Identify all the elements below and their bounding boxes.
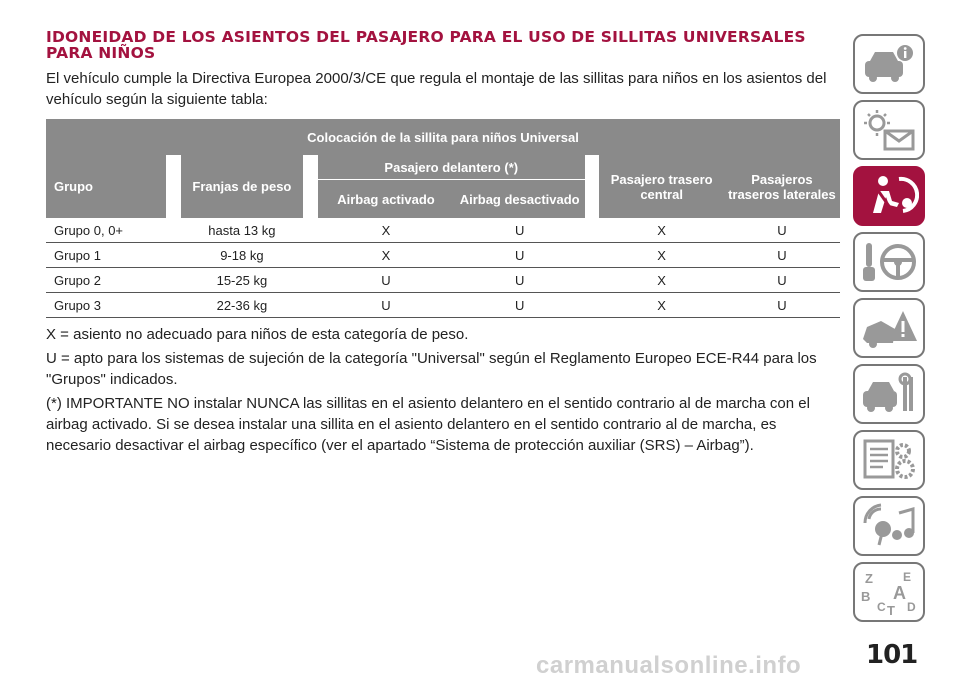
cell-airbag-on: U	[318, 268, 455, 293]
chapter-tabs	[853, 34, 933, 628]
cell-weight: hasta 13 kg	[181, 218, 303, 243]
index-letter: C	[877, 600, 886, 614]
col-header-front-passenger: Pasajero delantero (*)	[318, 155, 585, 180]
cell-rear-sides: U	[724, 243, 840, 268]
note-x-legend: X = asiento no adecuado para niños de esta categoría de peso.	[46, 326, 469, 343]
cell-airbag-on: X	[318, 218, 455, 243]
seatbelt-airbag-icon	[859, 173, 919, 219]
cell-airbag-off: U	[454, 268, 585, 293]
col-header-rear-center: Pasajero trasero central	[599, 155, 723, 218]
table-row	[46, 268, 840, 293]
index-letter: E	[903, 570, 912, 584]
multimedia-icon	[859, 503, 919, 549]
page-number: 101	[866, 640, 918, 670]
index-letter: B	[861, 589, 871, 604]
cell-rear-center: X	[599, 243, 723, 268]
child-seat-table	[46, 119, 840, 318]
index-letter: A	[893, 583, 906, 603]
col-header-group: Grupo	[46, 155, 166, 218]
cell-group: Grupo 0, 0+	[46, 218, 166, 243]
warning-lights-icon	[859, 107, 919, 153]
col-header-rear-sides: Pasajeros traseros laterales	[724, 155, 840, 218]
cell-rear-center: X	[599, 293, 723, 318]
cell-airbag-on: X	[318, 243, 455, 268]
table-row	[46, 243, 840, 268]
col-header-airbag-on: Airbag activado	[318, 180, 455, 219]
index-letter: T	[887, 603, 895, 615]
alphabetical-index-icon	[859, 569, 919, 615]
cell-weight: 15-25 kg	[181, 268, 303, 293]
car-tools-icon	[859, 371, 919, 417]
cell-rear-sides: U	[724, 218, 840, 243]
tab-index[interactable]	[853, 562, 925, 622]
tab-maintenance[interactable]	[853, 364, 925, 424]
cell-rear-sides: U	[724, 293, 840, 318]
cell-weight: 22-36 kg	[181, 293, 303, 318]
car-crash-warning-icon	[859, 305, 919, 351]
tab-emergency[interactable]	[853, 298, 925, 358]
tab-car-info[interactable]	[853, 34, 925, 94]
cell-group: Grupo 3	[46, 293, 166, 318]
table-notes	[46, 324, 836, 459]
cell-rear-center: X	[599, 218, 723, 243]
cell-airbag-on: U	[318, 293, 455, 318]
cell-weight: 9-18 kg	[181, 243, 303, 268]
tab-warning-lights[interactable]	[853, 100, 925, 160]
col-separator	[585, 155, 600, 218]
col-header-weight: Franjas de peso	[181, 155, 303, 218]
cell-group: Grupo 1	[46, 243, 166, 268]
note-important: (*) IMPORTANTE NO instalar NUNCA las sillitas en el asiento delantero en el sentido contrario al de marcha con el airbag activado. Si se desea instalar una sillita en el asiento delantero en el sentido contrario al de marcha, es necesario desactivar el airbag específico (ver el apartado “Sistema de protección auxiliar (SRS) – Airbag”).	[46, 395, 810, 454]
table-row	[46, 218, 840, 243]
cell-group: Grupo 2	[46, 268, 166, 293]
col-separator	[303, 155, 318, 218]
cell-rear-center: X	[599, 268, 723, 293]
cell-airbag-off: U	[454, 218, 585, 243]
index-letter: D	[907, 600, 916, 614]
table-row	[46, 293, 840, 318]
cell-rear-sides: U	[724, 268, 840, 293]
spec-list-gear-icon	[859, 437, 919, 483]
index-letter: Z	[865, 571, 873, 586]
note-u-legend: U = apto para los sistemas de sujeción de la categoría "Universal" según el Reglamento Europeo ECE-R44 para los "Grupos" indicados.	[46, 350, 817, 388]
watermark: carmanualsonline.info	[536, 652, 802, 679]
section-heading: IDONEIDAD DE LOS ASIENTOS DEL PASAJERO PARA EL USO DE SILLITAS UNIVERSALES PARA NIÑOS	[46, 28, 806, 62]
tab-starting-driving[interactable]	[853, 232, 925, 292]
tab-specifications[interactable]	[853, 430, 925, 490]
col-separator	[166, 155, 181, 218]
tab-multimedia[interactable]	[853, 496, 925, 556]
car-info-icon	[859, 41, 919, 87]
intro-paragraph: El vehículo cumple la Directiva Europea 2000/3/CE que regula el montaje de las sillitas para niños en los asientos del vehículo según la siguiente tabla:	[46, 70, 827, 108]
table-title: Colocación de la sillita para niños Universal	[46, 119, 840, 155]
tab-safety[interactable]	[853, 166, 925, 226]
key-steering-wheel-icon	[859, 239, 919, 285]
cell-airbag-off: U	[454, 293, 585, 318]
cell-airbag-off: U	[454, 243, 585, 268]
col-header-airbag-off: Airbag desactivado	[454, 180, 585, 219]
